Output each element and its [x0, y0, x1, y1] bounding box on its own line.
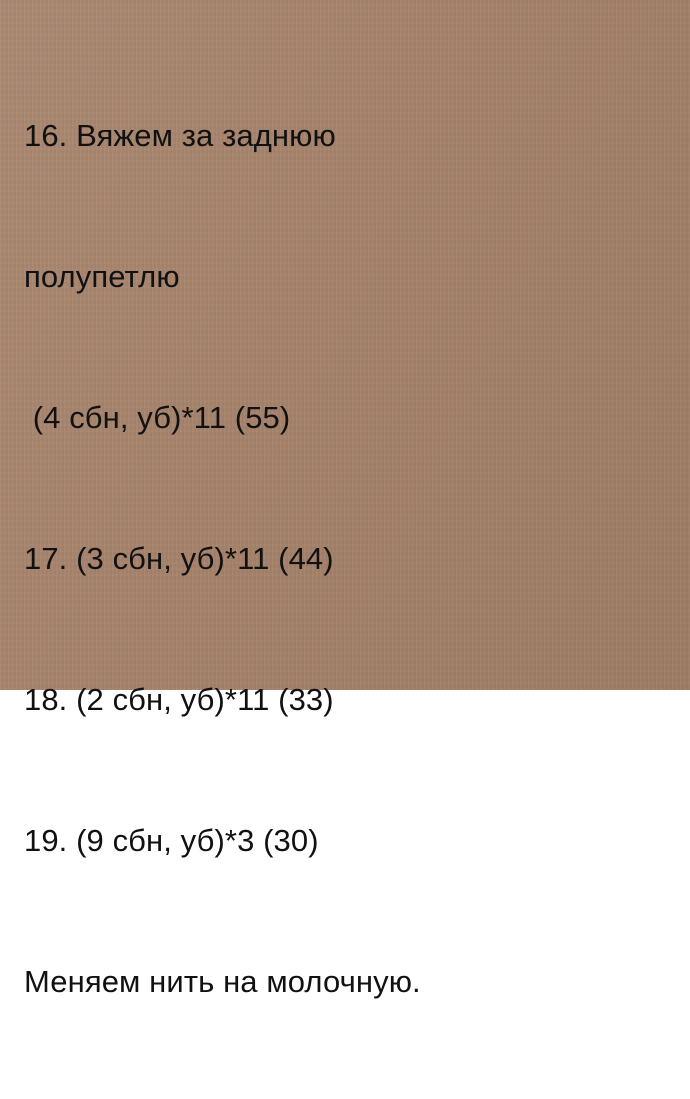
instruction-line-19: 19. (9 сбн, уб)*3 (30)	[24, 823, 319, 858]
instruction-line-note: Меняем нить на молочную.	[24, 964, 421, 999]
instruction-line-18: 18. (2 сбн, уб)*11 (33)	[24, 682, 334, 717]
pattern-instructions	[24, 18, 672, 1099]
instruction-line-16b: полупетлю	[24, 259, 180, 294]
instruction-line-16a: 16. Вяжем за заднюю	[24, 118, 336, 153]
instruction-line-17: 17. (3 сбн, уб)*11 (44)	[24, 541, 334, 576]
instruction-line-16c: (4 сбн, уб)*11 (55)	[24, 400, 291, 435]
